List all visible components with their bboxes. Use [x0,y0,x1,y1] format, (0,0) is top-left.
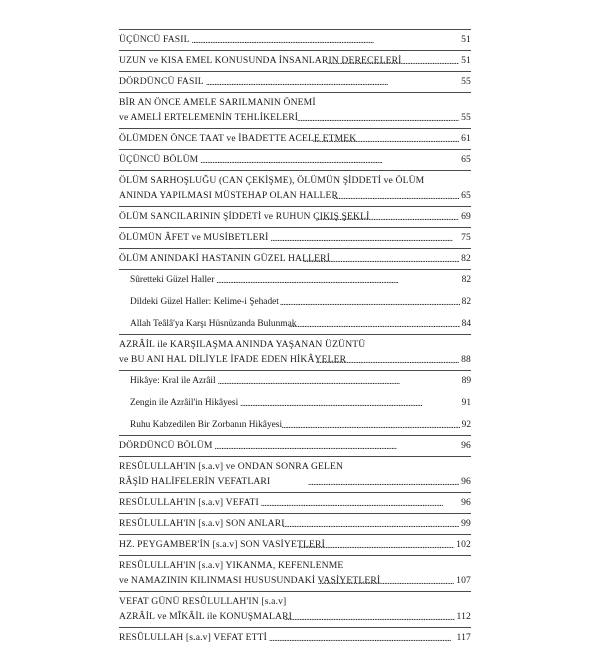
divider-line [119,591,471,592]
toc-entry-title-line: Ruhu Kabzedilen Bir Zorbanın Hikâyesi [130,420,283,430]
page-number: 88 [461,354,471,365]
toc-entry[interactable] [119,631,471,645]
dot-leader [308,475,459,489]
toc-entry[interactable] [119,460,471,489]
toc-entry-title [119,54,402,68]
page-number: 82 [461,297,471,307]
page-number: 112 [456,611,471,622]
toc-entry[interactable] [119,538,471,552]
divider-line [119,170,471,171]
divider-line [119,50,471,51]
page-number: 51 [461,55,471,66]
dot-leader [192,33,459,47]
toc-subentry[interactable] [119,396,471,410]
toc-subentry[interactable] [119,273,471,287]
divider-line [119,269,471,270]
toc-entry[interactable] [119,595,471,624]
toc-entry[interactable] [119,231,471,245]
spacer [119,410,471,418]
dot-leader [289,317,460,331]
divider-line [119,92,471,93]
toc-entry[interactable] [119,517,471,531]
page-number: 91 [461,398,471,408]
toc-entry-title-line: Hikâye: Kral ile Azrâil [130,376,216,386]
divider-line [119,370,471,371]
toc-entry-title [119,132,357,146]
toc-entry-title [130,418,283,432]
divider-line [119,627,471,628]
dot-leader [317,210,459,224]
toc-entry-title [119,252,331,266]
toc-entry-title-line: ANINDA YAPILMASI MÜSTEHAP OLAN HALLER [119,190,339,201]
divider-line [119,435,471,436]
divider-line [119,555,471,556]
dot-leader [206,75,459,89]
page-number: 96 [461,497,471,508]
toc-entry-title-line: ÜÇÜNCÜ BÖLÜM [119,154,199,165]
dot-leader [283,517,460,531]
toc-entry-title [119,559,381,588]
page-number: 96 [461,476,471,487]
divider-line [119,128,471,129]
toc-entry-title-line: ve AMELİ ERTELEMENİN TEHLİKELERİ [119,112,299,123]
toc-entry[interactable] [119,559,471,588]
toc-entry-title [119,460,344,489]
page-number: 51 [461,34,471,45]
dot-leader [298,538,454,552]
divider-line [119,456,471,457]
spacer [119,309,471,317]
page-number: 117 [456,632,471,643]
toc-entry-title-line: UZUN ve KISA EMEL KONUSUNDA İNSANLARIN DERECELERİ [119,55,402,66]
toc-entry[interactable] [119,252,471,266]
toc-subentry[interactable] [119,317,471,331]
page-number: 65 [461,154,471,165]
toc-entry-title [119,75,204,89]
toc-entry-title-line: DÖRDÜNCÜ FASIL [119,76,204,87]
page-number: 96 [461,440,471,451]
dot-leader [200,153,459,167]
toc-entry-title-line: RESÛLULLAH'IN [s.a.v] SON ANLARI [119,518,285,529]
toc-entry[interactable] [119,33,471,47]
toc-entry-title-line: HZ. PEYGAMBER'İN [s.a.v] SON VASİYETLERİ [119,539,325,550]
page-number: 55 [461,76,471,87]
toc-entry-title [119,631,267,645]
toc-entry-title-line: Zengin ile Azrâil'in Hikâyesi [130,398,239,408]
toc-entry-title-line: RESÛLULLAH'IN [s.a.v] VEFATI [119,497,259,508]
dot-leader [327,54,459,68]
divider-line [119,149,471,150]
table-of-contents [119,26,471,645]
page-number: 69 [461,211,471,222]
toc-entry[interactable] [119,96,471,125]
dot-leader [303,252,459,266]
toc-entry-title-line: AZRÂİL ve MÎKÂİL ile KONUŞMALARI [119,611,293,622]
divider-line [119,334,471,335]
toc-entry-title [119,210,370,224]
toc-entry-title-line: RESÛLULLAH'IN [s.a.v] YIKANMA, KEFENLENME [119,560,344,571]
dot-leader [318,574,454,588]
toc-entry-title-line: RESÛLULLAH [s.a.v] VEFAT ETTİ [119,632,267,643]
divider-line [119,534,471,535]
dot-leader [269,631,455,645]
dot-leader [271,231,460,245]
toc-entry-title [119,517,285,531]
toc-entry-title [130,273,214,287]
divider-line [119,206,471,207]
page-number: 82 [461,275,471,285]
divider-line [119,248,471,249]
page-number: 92 [461,420,471,430]
dot-leader [261,496,459,510]
toc-entry-title-line: ÖLÜM ANINDAKİ HASTANIN GÜZEL HALLERİ [119,253,331,264]
dot-leader [313,132,459,146]
page-number: 61 [461,133,471,144]
toc-entry[interactable] [119,439,471,453]
dot-leader [333,189,459,203]
spacer [119,388,471,396]
dot-leader [240,396,459,410]
toc-entry-title [119,96,316,125]
page-number: 82 [461,253,471,264]
toc-entry-title-line: ve BU ANI HAL DİLİYLE İFADE EDEN HİKÂYELER [119,354,347,365]
toc-entry-title-line: VEFAT GÜNÜ RESÛLULLAH'IN [s.a.v] [119,596,287,607]
toc-entry-title-line: BİR AN ÖNCE AMELE SARILMANIN ÖNEMİ [119,97,316,108]
dot-leader [297,111,459,125]
dot-leader [215,439,460,453]
toc-entry-title-line: Dildeki Güzel Haller: Kelime-i Şehadet [130,297,279,307]
dot-leader [316,353,459,367]
toc-subentry[interactable] [119,418,471,432]
toc-entry[interactable] [119,75,471,89]
toc-entry-title [130,374,216,388]
toc-entry-title-line: ve NAMAZININ KILINMASI HUSUSUNDAKİ VASİYETLERİ [119,575,381,586]
toc-entry[interactable] [119,54,471,68]
toc-entry-title [130,317,297,331]
page-number: 65 [461,190,471,201]
divider-line [119,227,471,228]
toc-entry-title [119,33,190,47]
toc-entry-title-line: ÖLÜM SARHOŞLUĞU (CAN ÇEKİŞME), ÖLÜMÜN ŞİDDETİ ve ÖLÜM [119,175,425,186]
page-number: 102 [456,539,471,550]
toc-entry[interactable] [119,338,471,367]
toc-entry-title-line: Allah Teâlâ'ya Karşı Hüsnüzanda Bulunmak [130,319,297,329]
dot-leader [216,273,459,287]
spacer [119,287,471,295]
toc-entry-title-line: RÂŞİD HALİFELERİN VEFATLARI [119,476,271,487]
toc-entry-title-line: ÜÇÜNCÜ FASIL [119,34,190,45]
page-number: 84 [461,319,471,329]
toc-entry[interactable] [119,210,471,224]
toc-entry-title [119,174,425,203]
toc-entry-title-line: DÖRDÜNCÜ BÖLÜM [119,440,213,451]
toc-entry-title [119,153,198,167]
toc-entry-title-line: RESÛLULLAH'IN [s.a.v] ve ONDAN SONRA GELEN [119,461,344,472]
toc-entry-title-line: AZRÂİL ile KARŞILAŞMA ANINDA YAŞANAN ÜZÜNTÜ [119,339,366,350]
toc-entry[interactable] [119,174,471,203]
page-number: 99 [461,518,471,529]
toc-entry-title-line: ÖLÜMDEN ÖNCE TAAT ve İBADETTE ACELE ETMEK [119,133,357,144]
toc-entry[interactable] [119,153,471,167]
toc-entry-title [130,295,278,309]
dot-leader [284,610,455,624]
divider-line [119,29,471,30]
toc-entry-title [119,538,325,552]
toc-entry-title [119,231,269,245]
toc-entry-title-line: Sûretteki Güzel Haller [130,275,215,285]
dot-leader [218,374,460,388]
divider-line [119,513,471,514]
page-number: 55 [461,112,471,123]
page-number: 107 [456,575,471,586]
toc-entry-title-line: ÖLÜMÜN ÂFET ve MUSİBETLERİ [119,232,269,243]
toc-entry-title [119,595,293,624]
page-number: 89 [461,376,471,386]
toc-entry-title-line: ÖLÜM SANCILARININ ŞİDDETİ ve RUHUN ÇIKIŞ ŞEKLİ [119,211,370,222]
divider-line [119,492,471,493]
toc-entry-title [119,496,259,510]
page-number: 75 [461,232,471,243]
toc-entry-title [119,439,213,453]
divider-line [119,71,471,72]
toc-entry[interactable] [119,132,471,146]
dot-leader [280,295,460,309]
toc-entry-title [130,396,238,410]
toc-subentry[interactable] [119,374,471,388]
toc-entry-title [119,338,366,367]
toc-entry[interactable] [119,496,471,510]
dot-leader [282,418,460,432]
toc-subentry[interactable] [119,295,471,309]
